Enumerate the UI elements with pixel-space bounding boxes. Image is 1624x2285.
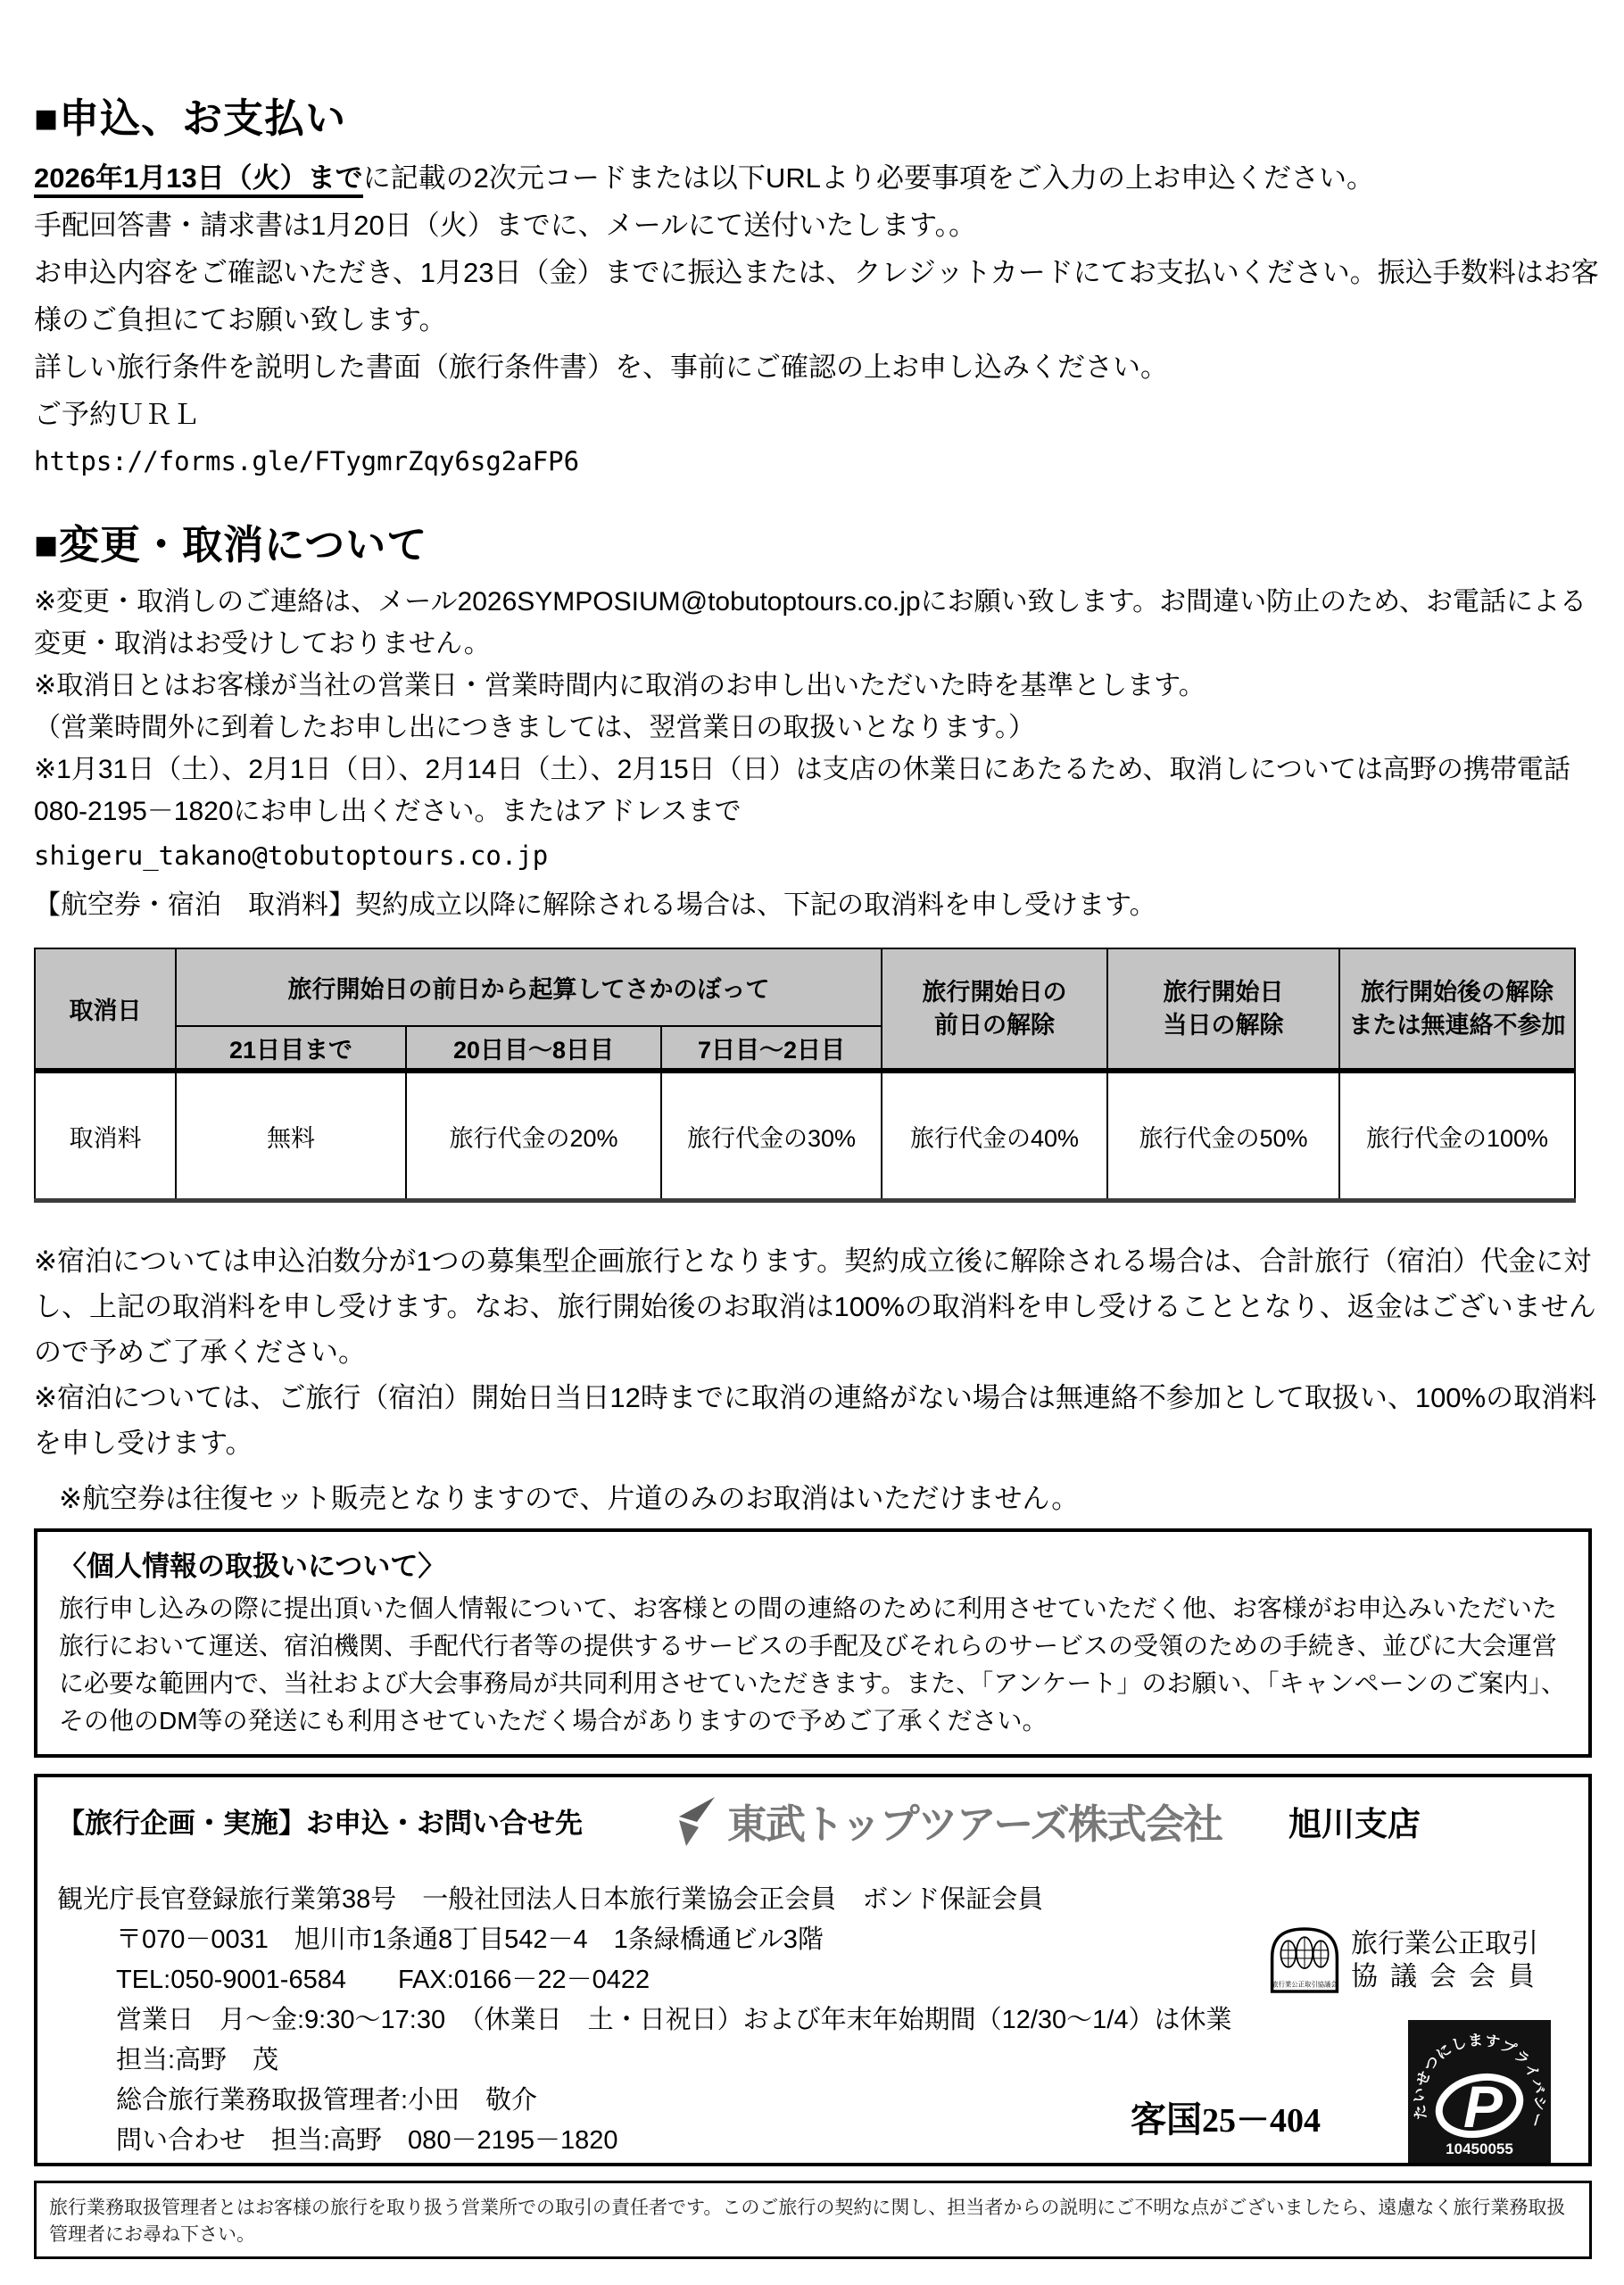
table-header-prev-day: [882, 948, 1107, 1071]
branch-name: 旭川支店: [1288, 1805, 1421, 1842]
table-header-same-day: [1107, 948, 1339, 1071]
company-address: 〒070－0031 旭川市1条通8丁目542－4 1条緑橋通ビル3階: [116, 1925, 824, 1954]
apply-line-1-rest: に記載の2次元コードまたは以下URLより必要事項をご入力の上お申込ください。: [362, 162, 1374, 194]
apply-line-1: [34, 154, 1599, 202]
table-header-after-start-line1: 旅行開始後の解除: [1361, 978, 1554, 1006]
company-inquiry: 問い合わせ 担当:高野 080－2195－1820: [116, 2126, 618, 2155]
table-header-after-start: [1339, 948, 1575, 1071]
apply-paragraph: [34, 154, 1599, 485]
change-paragraph: [34, 581, 1599, 926]
apply-deadline: 2026年1月13日（火）まで: [34, 162, 363, 198]
fee-until-21: 無料: [176, 1071, 406, 1201]
fair-trade-council-icon: [1267, 1925, 1342, 1996]
apply-line-4: 詳しい旅行条件を説明した書面（旅行条件書）を、事前にご確認の上お申し込みください。: [34, 352, 1168, 383]
company-hours: 営業日 月～金:9:30～17:30 （休業日 土・日祝日）および年末年始期間（12/30～1/4）は休業: [116, 2006, 1232, 2034]
company-header: [57, 1792, 1569, 1850]
privacy-mark-arc-text: たいせつにしますプライバシー: [1411, 2032, 1548, 2131]
fee-20-8: 旅行代金の20%: [406, 1071, 661, 1201]
fee-7-2: 旅行代金の30%: [661, 1071, 882, 1201]
note-lodging-2: ※宿泊については、ご旅行（宿泊）開始日当日12時までに取消の連絡がない場合は無連絡不参加として取扱い、100%の取消料を申し受けます。: [34, 1382, 1597, 1459]
note-airticket: ※航空券は往復セット販売となりますので、片道のみのお取消はいただけません。: [59, 1483, 1080, 1514]
registration-code-prefix: 客国: [1130, 2100, 1202, 2140]
company-heading: 【旅行企画・実施】お申込・お問い合せ先: [57, 1808, 583, 1839]
table-header-same-day-line1: 旅行開始日: [1163, 978, 1284, 1006]
table-subheader-20-8: 20日目～8日目: [406, 1026, 661, 1071]
fair-trade-text: [1351, 1927, 1547, 1993]
apply-section-title: ■申込、お支払い: [34, 95, 347, 141]
change-section-title: ■変更・取消について: [34, 522, 428, 567]
table-header-same-day-line2: 当日の解除: [1163, 1011, 1284, 1039]
reservation-url: https://forms.gle/FTygmrZqy6sg2aFP6: [34, 446, 580, 476]
footer-note: 旅行業務取扱管理者とはお客様の旅行を取り扱う営業所での取引の責任者です。このご旅行の契約に関し、担当者からの説明にご不明な点がございましたら、遠慮なく旅行業務取扱管理者にお尋ね下さい。: [34, 2181, 1592, 2259]
table-header-countback-group: 旅行開始日の前日から起算してさかのぼって: [176, 948, 882, 1026]
registration-code-number: 25－404: [1201, 2102, 1321, 2140]
apply-line-3: お申込内容をご確認いただき、1月23日（金）までに振込または、クレジットカードにてお支払いください。振込手数料はお客様のご負担にてお願い致します。: [34, 257, 1599, 335]
change-line-3: （営業時間外に到着したお申し出につきましては、翌営業日の取扱いとなります。）: [34, 713, 1035, 742]
change-line-4: ※1月31日（土）、2月1日（日）、2月14日（土）、2月15日（日）は支店の休業日にあたるため、取消しについては高野の携帯電話080-2195－1820にお申し出ください。またはアドレスまで: [34, 755, 1570, 826]
change-line-2: ※取消日とはお客様が当社の営業日・営業時間内に取消のお申し出いただいた時を基準とします。: [34, 671, 1206, 700]
fee-prev-day: 旅行代金の40%: [882, 1071, 1107, 1201]
cancel-fee-intro: 【航空券・宿泊 取消料】契約成立以降に解除される場合は、下記の取消料を申し受けます。: [34, 890, 1156, 920]
table-header-prev-day-line1: 旅行開始日の: [922, 978, 1067, 1006]
company-tel-fax: TEL:050-9001-6584 FAX:0166－22－0422: [116, 1966, 650, 1994]
company-staff: 担当:高野 茂: [116, 2046, 279, 2074]
table-header-after-start-line2: または無連絡不参加: [1348, 1011, 1566, 1039]
company-registration: 観光庁長官登録旅行業第38号 一般社団法人日本旅行業協会正会員 ボンド保証会員: [57, 1885, 1044, 1914]
privacy-mark-icon: [1408, 2020, 1551, 2163]
fee-after-start: 旅行代金の100%: [1339, 1071, 1575, 1201]
table-header-prev-day-line2: 前日の解除: [934, 1011, 1056, 1039]
table-row: [35, 1071, 1575, 1201]
fair-trade-caption: 旅行業公正取引協議会: [1272, 1980, 1338, 1989]
company-box: [34, 1774, 1592, 2166]
fee-same-day: 旅行代金の50%: [1107, 1071, 1339, 1201]
company-name: 東武トップツアーズ株式会社: [727, 1801, 1222, 1847]
cancel-contact-email: shigeru_takano@tobutoptours.co.jp: [34, 840, 549, 871]
table-header-cancel-date: 取消日: [35, 948, 176, 1071]
table-subheader-until-21: 21日目まで: [176, 1026, 406, 1071]
change-section: [34, 512, 1599, 926]
note-lodging-1: ※宿泊については申込泊数分が1つの募集型企画旅行となります。契約成立後に解除される場合は、合計旅行（宿泊）代金に対し、上記の取消料を申し受けます。なお、旅行開始後のお取消は100%の取消料を申し受けることとなり、返金はございませんので予めご了承ください。: [34, 1246, 1596, 1368]
table-row-label: 取消料: [35, 1071, 176, 1201]
apply-line-2: 手配回答書・請求書は1月20日（火）までに、メールにて送付いたします。。: [34, 210, 977, 241]
company-logo: [672, 1792, 1222, 1850]
cancellation-fee-table: [34, 948, 1576, 1203]
fair-trade-badge: [1267, 1925, 1547, 1996]
personal-info-title: 〈個人情報の取扱いについて〉: [59, 1551, 446, 1582]
privacy-mark-letter: P: [1463, 2074, 1504, 2140]
registration-code: [1131, 2091, 1321, 2142]
personal-info-body: 旅行申し込みの際に提出頂いた個人情報について、お客様との間の連絡のために利用させていただく他、お客様がお申込みいただいた旅行において運送、宿泊機関、手配代行者等の提供するサービスの手配及びそれらのサービスの受領のための手続き、並びに大会運営に必要な範囲内で、当社および大会事務局が共同利用させていただきます。また、「アンケート」のお願い、「キャンペーンのご案内」、その他のDM等の発送にも利用させていただく場合がありますので予めご了承ください。: [59, 1594, 1566, 1734]
tobu-toptours-logo-icon: [672, 1795, 718, 1847]
personal-info-box: [34, 1528, 1592, 1758]
reservation-url-label: ご予約ＵＲＬ: [34, 399, 200, 430]
fair-trade-line2: 協議会会員: [1351, 1962, 1547, 1991]
privacy-mark-badge: [1408, 2020, 1551, 2163]
cancel-notes: [34, 1238, 1599, 1466]
fair-trade-line1: 旅行業公正取引: [1351, 1929, 1538, 1958]
change-line-1: ※変更・取消しのご連絡は、メール2026SYMPOSIUM@tobutoptours.co.jpにお願い致します。お間違い防止のため、お電話による変更・取消はお受けしておりません。: [34, 587, 1587, 658]
privacy-mark-number: 10450055: [1446, 2140, 1513, 2157]
table-subheader-7-2: 7日目～2日目: [661, 1026, 882, 1071]
company-manager: 総合旅行業務取扱管理者:小田 敬介: [116, 2086, 538, 2115]
